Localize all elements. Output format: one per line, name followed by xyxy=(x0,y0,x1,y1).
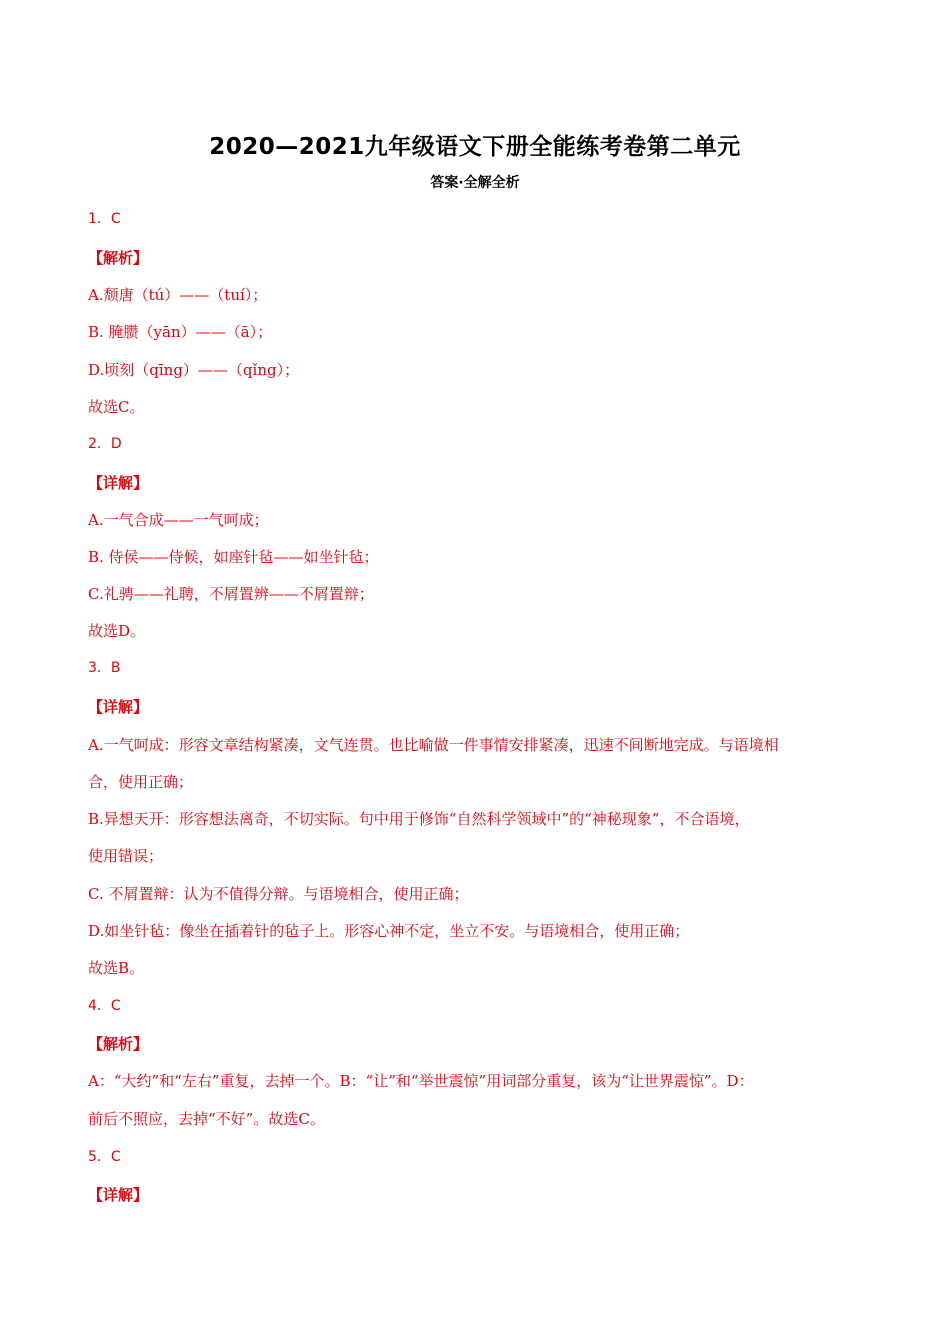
answer-line: C.礼骋——礼聘，不屑置辨——不屑置辩； xyxy=(88,585,374,603)
answer-line: B. 腌臜（yān）——（ā）； xyxy=(88,323,273,341)
document-title: 2020—2021九年级语文下册全能练考卷第二单元 xyxy=(209,134,741,160)
answer-line: B.异想天开：形容想法离奇，不切实际。句中用于修饰“自然科学领域中”的“神秘现象”，不合语境， xyxy=(88,810,750,828)
answer-line: A：“大约”和“左右”重复，去掉一个。B：“让”和“举世震惊”用词部分重复，该为“让世界震惊”。D： xyxy=(88,1072,754,1090)
answer-number: 5．C xyxy=(88,1149,121,1165)
answer-line: 前后不照应，去掉“不好”。故选C。 xyxy=(88,1110,325,1128)
answer-line: A.一气呵成：形容文章结构紧凑，文气连贯。也比喻做一件事情安排紧凑，迅速不间断地完成。与语境相 xyxy=(88,736,779,754)
answer-line: 使用错误； xyxy=(88,847,164,865)
answer-number: 1．C xyxy=(88,211,121,227)
answer-line: 故选D。 xyxy=(88,622,146,640)
answer-number: 4．C xyxy=(88,998,121,1014)
analysis-label: 【详解】 xyxy=(88,1186,149,1204)
answer-line: 故选B。 xyxy=(88,959,145,977)
answer-line: 故选C。 xyxy=(88,398,145,416)
answer-line: B. 侍侯——侍候，如座针毡——如坐针毡； xyxy=(88,548,379,566)
analysis-label: 【解析】 xyxy=(88,249,149,267)
answer-line: D.如坐针毡：像坐在插着针的毡子上。形容心神不定，坐立不安。与语境相合，使用正确； xyxy=(88,922,690,940)
analysis-label: 【详解】 xyxy=(88,698,149,716)
analysis-label: 【详解】 xyxy=(88,474,149,492)
answer-line: A.颓唐（tú）——（tuí）； xyxy=(88,286,268,304)
analysis-label: 【解析】 xyxy=(88,1035,149,1053)
answer-line: D.顷刻（qīng）——（qǐng）； xyxy=(88,361,300,379)
answer-number: 2．D xyxy=(88,436,122,452)
answer-line: 合，使用正确； xyxy=(88,773,194,791)
document-subtitle: 答案·全解全析 xyxy=(430,175,520,191)
answer-number: 3．B xyxy=(88,660,121,676)
answer-line: A.一气合成——一气呵成； xyxy=(88,511,269,529)
answer-line: C. 不屑置辩：认为不值得分辩。与语境相合，使用正确； xyxy=(88,885,469,903)
